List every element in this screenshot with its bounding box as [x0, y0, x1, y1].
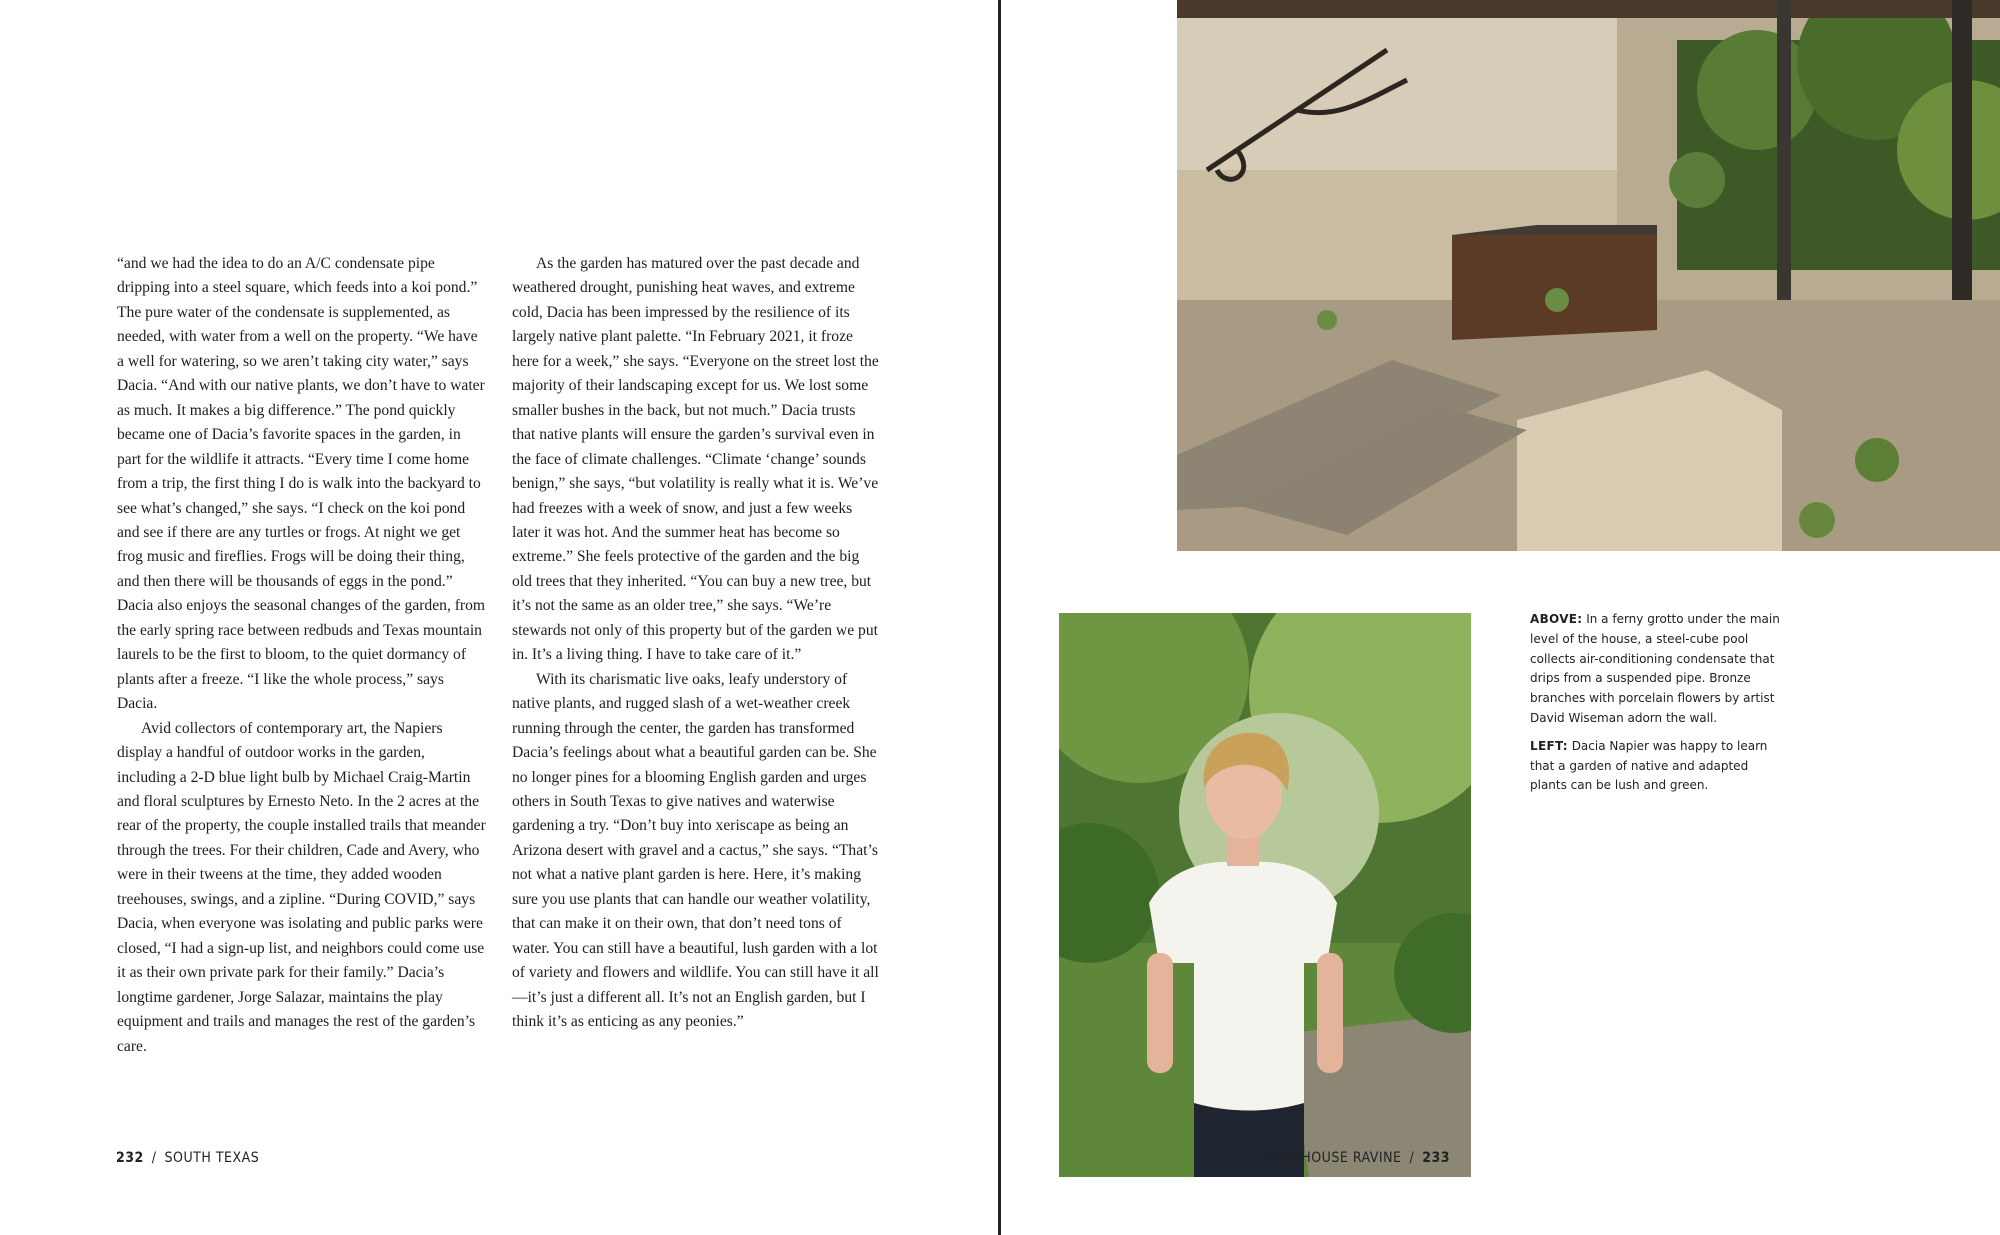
folio-separator: / — [151, 1150, 157, 1166]
text-column-1 — [117, 252, 487, 1059]
text-column-2 — [512, 252, 882, 1035]
page-number: 233 — [1422, 1150, 1450, 1166]
paragraph: With its charismatic live oaks, leafy understory of native plants, and rugged slash of a wet-weather creek running through the center, the garden has transformed Dacia’s feelings about what a beautiful garden can be. She no longer pines for a blooming English garden and urges others in South Texas to give natives and waterwise gardening a try. “Don’t buy into xeriscape as being an Arizona desert with gravel and a cactus,” she says. “That’s not what a native plant garden is here. Here, it’s making sure you use plants that can handle our weather volatility, that can make it on their own, that don’t need tons of water. You can still have a beautiful, lush garden with a lot of variety and flowers and wildlife. You can still have it all—it’s just a different all. It’s not an English garden, but I think it’s as enticing as any peonies.” — [512, 670, 879, 1031]
page-folio-right — [1267, 1150, 1450, 1166]
folio-separator: / — [1409, 1150, 1415, 1166]
grotto-garden-photo — [1177, 0, 2000, 551]
paragraph: As the garden has matured over the past decade and weathered drought, punishing heat waves, and extreme cold, Dacia has been impressed by the resilience of its largely native plant palette. “In February 2021, it froze here for a week,” she says. “Everyone on the street lost the majority of their landscaping except for us. We lost some smaller bushes in the back, but not much.” Dacia trusts that native plants will ensure the garden’s survival even in the face of climate challenges. “Climate ‘change’ sounds benign,” she says, “but volatility is really what it is. We’ve had freezes with a week of snow, and just a few weeks later it was hot. And the summer heat has become so extreme.” She feels protective of the garden and the big old trees that they inherited. “You can buy a new tree, but it’s not the same as an older tree,” she says. “We’re stewards not only of this property but of the garden we put in. It’s a living thing. I have to take care of it.” — [512, 255, 879, 664]
page-number: 232 — [116, 1150, 144, 1166]
page-folio-left — [116, 1150, 259, 1166]
left-page — [0, 0, 998, 1235]
caption-above-text: In a ferny grotto under the main level of the house, a steel-cube pool collects air-conditioning condensate that drips from a suspended pipe. Bronze branches with porcelain flowers by artist David Wiseman adorn the wall. — [1530, 612, 1780, 725]
dacia-napier-portrait — [1059, 613, 1471, 1177]
photo-caption — [1530, 610, 1780, 804]
caption-left — [1530, 737, 1780, 796]
caption-above-label: ABOVE: — [1530, 612, 1583, 626]
paragraph: Avid collectors of contemporary art, the Napiers display a handful of outdoor works in the garden, including a 2-D blue light bulb by Michael Craig-Martin and floral sculptures by Ernesto Neto. In the 2 acres at the rear of the property, the couple installed trails that meander through the trees. For their children, Cade and Avery, who were in their tweens at the time, they added wooden treehouses, swings, and a zipline. “During COVID,” says Dacia, when everyone was isolating and public parks were closed, “I had a sign-up list, and neighbors could come use it as their own private park for their family.” Dacia’s longtime gardener, Jorge Salazar, maintains the play equipment and trails and manages the rest of the garden’s care. — [117, 719, 486, 1055]
caption-left-text: Dacia Napier was happy to learn that a garden of native and adapted plants can be lush and green. — [1530, 738, 1768, 793]
caption-above — [1530, 610, 1780, 729]
paragraph: “and we had the idea to do an A/C condensate pipe dripping into a steel square, which feeds into a koi pond.” The pure water of the condensate is supplemented, as needed, with water from a well on the property. “We have a well for watering, so we aren’t taking city water,” says Dacia. “And with our native plants, we don’t have to water as much. It makes a big difference.” The pond quickly became one of Dacia’s favorite spaces in the garden, in part for the wildlife it attracts. “Every time I come home from a trip, the first thing I do is walk into the backyard to see what’s changed,” she says. “I check on the koi pond and see if there are any turtles or frogs. At night we get frog music and fireflies. Frogs will be doing their thing, and then there will be thousands of eggs in the pond.” Dacia also enjoys the seasonal changes of the garden, from the early spring race between redbuds and Texas mountain laurels to be the first to bloom, to the quiet dormancy of plants after a freeze. “I like the whole process,” says Dacia. — [117, 255, 486, 713]
caption-left-label: LEFT: — [1530, 738, 1568, 753]
section-title: TREEHOUSE RAVINE — [1266, 1150, 1402, 1166]
section-title: SOUTH TEXAS — [164, 1150, 260, 1166]
